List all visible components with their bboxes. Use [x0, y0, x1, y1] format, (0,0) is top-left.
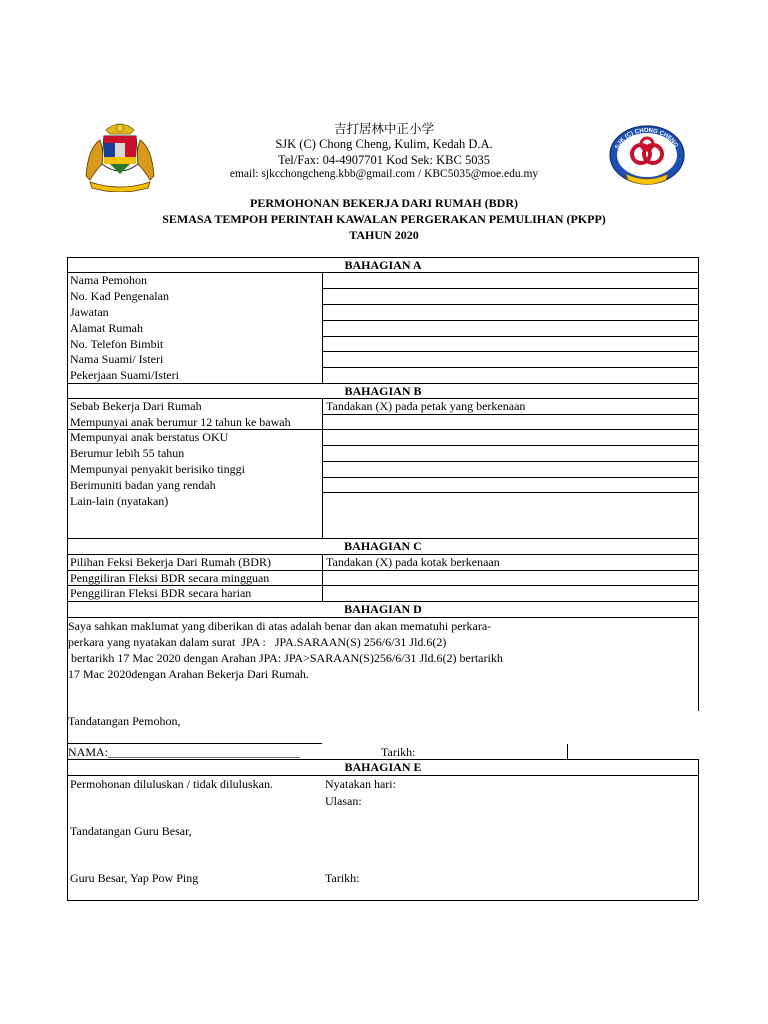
label-nama: NAMA:________________________________: [68, 745, 301, 759]
section-b-heading: BAHAGIAN B: [344, 384, 422, 398]
label-fleksi-harian: Penggiliran Fleksi BDR secara harian: [70, 586, 252, 600]
label-anak-oku: Mempunyai anak berstatus OKU: [70, 430, 229, 444]
checkbox-imuniti-rendah[interactable]: [323, 478, 697, 491]
checkbox-anak-12-tahun[interactable]: [323, 415, 697, 428]
input-jawatan[interactable]: [323, 305, 697, 319]
label-pilihan-feksi: Pilihan Feksi Bekerja Dari Rumah (BDR): [70, 555, 271, 569]
label-anak-12-tahun: Mempunyai anak berumur 12 tahun ke bawah: [70, 415, 291, 429]
label-tarikh-pemohon: Tarikh:: [381, 745, 416, 759]
label-nama-suami-isteri: Nama Suami/ Isteri: [70, 352, 164, 366]
label-sebab-bdr: Sebab Bekerja Dari Rumah: [70, 399, 202, 413]
checkbox-penyakit-berisiko[interactable]: [323, 462, 697, 476]
input-no-kad-pengenalan[interactable]: [323, 289, 697, 303]
label-tandatangan-pemohon: Tandatangan Pemohon,: [68, 714, 181, 728]
label-guru-besar-nama: Guru Besar, Yap Pow Ping: [70, 871, 199, 885]
input-pekerjaan-suami-isteri[interactable]: [323, 368, 697, 382]
checkbox-fleksi-mingguan[interactable]: [323, 571, 697, 584]
label-no-kad-pengenalan: No. Kad Pengenalan: [70, 289, 169, 303]
label-ulasan: Ulasan:: [325, 794, 362, 808]
school-chinese-name: 吉打居林中正小学: [333, 122, 434, 136]
checkbox-fleksi-harian[interactable]: [323, 586, 697, 600]
label-imuniti-rendah: Berimuniti badan yang rendah: [70, 478, 216, 492]
label-tandatangan-guru-besar: Tandatangan Guru Besar,: [70, 824, 192, 838]
input-alamat-rumah[interactable]: [323, 321, 697, 335]
declaration-line-2: perkara yang nyatakan dalam surat JPA : JPA.SARAAN(S) 256/6/31 Jld.6(2): [68, 635, 447, 649]
form-title-line3: TAHUN 2020: [349, 228, 419, 242]
label-penyakit-berisiko: Mempunyai penyakit berisiko tinggi: [70, 462, 245, 476]
label-berumur-55: Berumur lebih 55 tahun: [70, 446, 185, 460]
school-name: SJK (C) Chong Cheng, Kulim, Kedah D.A.: [275, 137, 493, 151]
input-nama-suami-isteri[interactable]: [323, 352, 697, 366]
section-d-heading: BAHAGIAN D: [344, 602, 422, 616]
declaration-line-3: bertarikh 17 Mac 2020 dengan Arahan JPA: JPA>SARAAN(S)256/6/31 Jld.6(2) bertarikh: [68, 651, 503, 665]
form-title-line1: PERMOHONAN BEKERJA DARI RUMAH (BDR): [250, 196, 518, 210]
label-permohonan-diluluskan: Permohonan diluluskan / tidak diluluskan.: [70, 777, 273, 791]
checkbox-berumur-55[interactable]: [323, 446, 697, 460]
label-pekerjaan-suami-isteri: Pekerjaan Suami/Isteri: [70, 368, 179, 382]
input-no-telefon[interactable]: [323, 337, 697, 350]
label-tandakan-petak: Tandakan (X) pada petak yang berkenaan: [326, 399, 526, 413]
label-tandakan-kotak: Tandakan (X) pada kotak berkenaan: [326, 555, 500, 569]
label-fleksi-mingguan: Penggiliran Fleksi BDR secara mingguan: [70, 571, 270, 585]
section-e-heading: BAHAGIAN E: [344, 760, 422, 774]
crest-text: SJK (C) CHONG CHENG: [614, 127, 679, 151]
section-c-heading: BAHAGIAN C: [344, 539, 422, 553]
label-alamat-rumah: Alamat Rumah: [70, 321, 143, 335]
signature-field-pemohon[interactable]: [68, 728, 322, 742]
label-jawatan: Jawatan: [70, 305, 109, 319]
label-no-telefon: No. Telefon Bimbit: [70, 337, 164, 351]
section-a-heading: BAHAGIAN A: [344, 258, 422, 272]
label-nyatakan-hari: Nyatakan hari:: [325, 777, 396, 791]
school-email: email: sjkcchongcheng.kbb@gmail.com / KBC5035@moe.edu.my: [229, 168, 539, 180]
declaration-line-4: 17 Mac 2020dengan Arahan Bekerja Dari Rumah.: [68, 667, 309, 681]
declaration-line-1: Saya sahkan maklumat yang diberikan di atas adalah benar dan akan mematuhi perkara-: [68, 619, 492, 633]
checkbox-anak-oku[interactable]: [323, 430, 697, 444]
label-lain-lain: Lain-lain (nyatakan): [70, 494, 169, 508]
label-nama-pemohon: Nama Pemohon: [70, 273, 147, 287]
input-lain-lain[interactable]: [323, 493, 697, 537]
input-nama-pemohon[interactable]: [323, 273, 697, 287]
school-tel: Tel/Fax: 04-4907701 Kod Sek: KBC 5035: [278, 153, 490, 167]
form-title-line2: SEMASA TEMPOH PERINTAH KAWALAN PERGERAKAN PEMULIHAN (PKPP): [162, 212, 606, 226]
label-tarikh-guru-besar: Tarikh:: [325, 871, 360, 885]
